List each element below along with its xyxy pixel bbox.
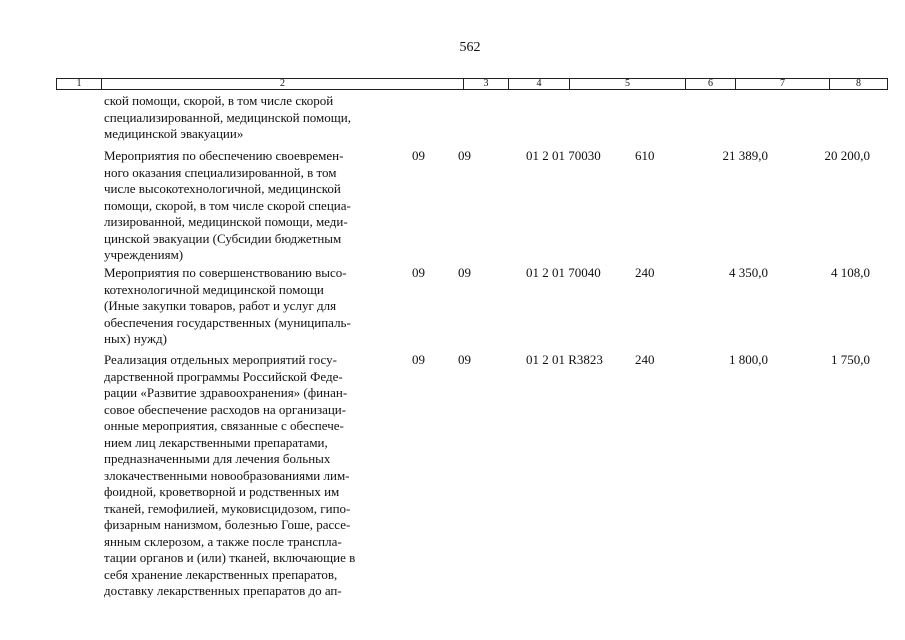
row-2-expense-type: 240 bbox=[635, 265, 655, 280]
header-col-2: 2 bbox=[102, 79, 464, 89]
row-1-amount-2: 20 200,0 bbox=[824, 148, 870, 163]
text-line: ного оказания специализированной, в том bbox=[104, 164, 337, 180]
text-line: доставку лекарственных препаратов до ап- bbox=[104, 583, 342, 598]
text-line: злокачественными новообразованиями лим- bbox=[104, 467, 350, 483]
row-1-expense-type: 610 bbox=[635, 148, 655, 163]
text-line: предназначенными для лечения больных bbox=[104, 451, 331, 466]
row-2-subsection: 09 bbox=[458, 265, 471, 280]
row-3-amount-1: 1 800,0 bbox=[729, 352, 768, 367]
text-line: онные мероприятия, связанные с обеспече- bbox=[104, 418, 344, 433]
text-line: Реализация отдельных мероприятий госу- bbox=[104, 352, 337, 367]
text-line: Мероприятия по обеспечению своевремен- bbox=[104, 148, 344, 163]
text-line: цинской эвакуации (Субсидии бюджетным bbox=[104, 230, 342, 246]
text-line: физарным нанизмом, болезнью Гоше, рассе- bbox=[104, 517, 351, 532]
row-2-description bbox=[104, 265, 351, 348]
text-line: лизированной, медицинской помощи, меди- bbox=[104, 214, 348, 229]
row-3-target-code: 01 2 01 R3823 bbox=[526, 352, 603, 367]
header-col-6: 6 bbox=[686, 79, 736, 89]
text-line: фоидной, кроветворной и родственных им bbox=[104, 484, 340, 499]
text-line: котехнологичной медицинской помощи bbox=[104, 281, 324, 297]
text-line: (Иные закупки товаров, работ и услуг для bbox=[104, 298, 337, 313]
text-line: дарственной программы Российской Феде- bbox=[104, 368, 343, 384]
text-line: тации органов и (или) тканей, включающие в bbox=[104, 550, 356, 565]
text-line: Мероприятия по совершенствованию высо- bbox=[104, 265, 347, 280]
text-line: нием лиц лекарственными препаратами, bbox=[104, 434, 328, 450]
continuation-text bbox=[104, 93, 351, 143]
header-col-7: 7 bbox=[736, 79, 830, 89]
header-col-3: 3 bbox=[464, 79, 509, 89]
text-line: ской помощи, скорой, в том числе скорой bbox=[104, 93, 334, 108]
header-col-5: 5 bbox=[570, 79, 686, 89]
text-line: помощи, скорой, в том числе скорой специа- bbox=[104, 197, 351, 213]
text-line: учреждениям) bbox=[104, 247, 184, 262]
row-3-description bbox=[104, 352, 355, 600]
row-2-target-code: 01 2 01 70040 bbox=[526, 265, 601, 280]
header-col-4: 4 bbox=[509, 79, 570, 89]
header-col-1: 1 bbox=[57, 79, 102, 89]
row-1-section: 09 bbox=[412, 148, 425, 163]
text-line: тканей, гемофилией, муковисцидозом, гипо- bbox=[104, 500, 351, 516]
text-line: ных) нужд) bbox=[104, 331, 167, 346]
row-3-amount-2: 1 750,0 bbox=[831, 352, 870, 367]
text-line: медицинской эвакуации» bbox=[104, 126, 244, 141]
page-number: 562 bbox=[459, 40, 481, 55]
table-header-row bbox=[56, 78, 888, 90]
text-line: янным склерозом, а также после транспла- bbox=[104, 533, 342, 549]
header-col-8: 8 bbox=[856, 78, 861, 89]
row-3-section: 09 bbox=[412, 352, 425, 367]
text-line: себя хранение лекарственных препаратов, bbox=[104, 566, 338, 582]
row-1-target-code: 01 2 01 70030 bbox=[526, 148, 601, 163]
text-line: совое обеспечение расходов на организаци- bbox=[104, 401, 347, 417]
row-3-expense-type: 240 bbox=[635, 352, 655, 367]
row-2-amount-2: 4 108,0 bbox=[831, 265, 870, 280]
row-3-subsection: 09 bbox=[458, 352, 471, 367]
row-2-section: 09 bbox=[412, 265, 425, 280]
row-1-subsection: 09 bbox=[458, 148, 471, 163]
text-line: числе высокотехнологичной, медицинской bbox=[104, 181, 341, 196]
row-1-amount-1: 21 389,0 bbox=[722, 148, 768, 163]
text-line: рации «Развитие здравоохранения» (финан- bbox=[104, 385, 348, 400]
text-line: обеспечения государственных (муниципаль- bbox=[104, 314, 351, 330]
row-2-amount-1: 4 350,0 bbox=[729, 265, 768, 280]
row-1-description bbox=[104, 148, 351, 264]
text-line: специализированной, медицинской помощи, bbox=[104, 109, 351, 125]
